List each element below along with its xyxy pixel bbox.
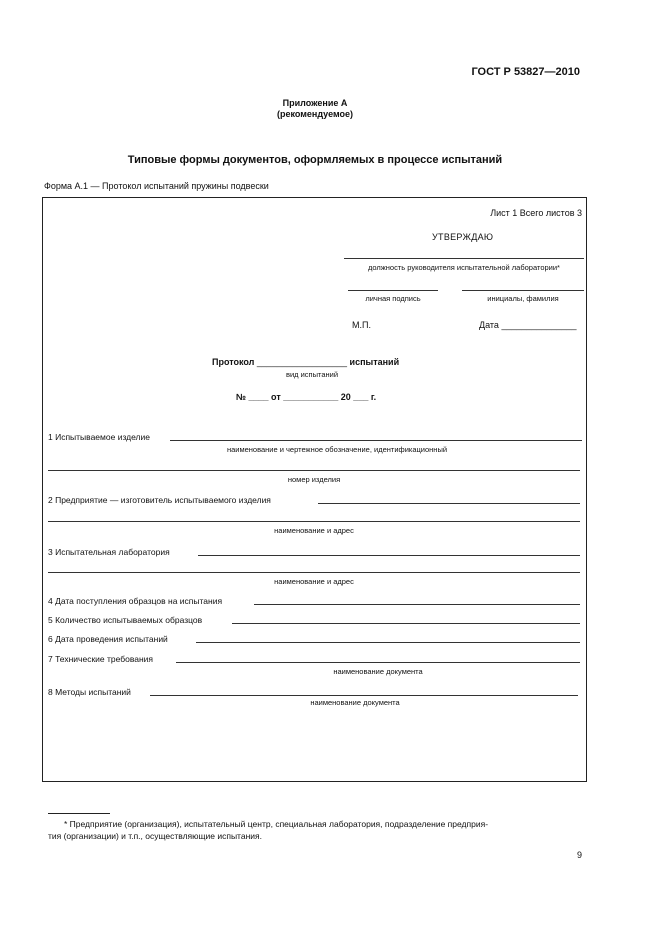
- date-label: Дата: [479, 320, 499, 330]
- protocol-label: Протокол: [212, 357, 255, 367]
- item-4-line: [254, 604, 580, 605]
- initials-caption: инициалы, фамилия: [487, 294, 559, 303]
- item-1-caption: наименование и чертежное обозначение, идентификационный: [226, 445, 448, 454]
- initials-line: [462, 290, 584, 291]
- appendix-title: Приложение А: [282, 98, 348, 108]
- item-2-label: 2 Предприятие — изготовитель испытываемого изделия: [48, 495, 271, 505]
- item-2b-caption: наименование и адрес: [274, 526, 354, 535]
- item-6-line: [196, 642, 580, 643]
- sheet-info: Лист 1 Всего листов 3: [490, 208, 582, 218]
- item-8-label: 8 Методы испытаний: [48, 687, 131, 697]
- protocol-title: [212, 357, 399, 367]
- item-5-label: 5 Количество испытываемых образцов: [48, 615, 203, 625]
- item-2b-line: [48, 521, 580, 522]
- item-7-line: [176, 662, 580, 663]
- item-1-line: [170, 440, 582, 441]
- item-2-line: [318, 503, 580, 504]
- item-3b-line: [48, 572, 580, 573]
- position-caption: должность руководителя испытательной лаборатории*: [368, 263, 560, 272]
- protocol-tail: испытаний: [349, 357, 400, 367]
- protocol-blank: __________________: [256, 357, 348, 367]
- appendix-subtitle: (рекомендуемое): [277, 109, 353, 119]
- footnote-line-1: * Предприятие (организация), испытательный центр, специальная лаборатория, подразделение предприя-: [64, 819, 489, 829]
- date-field: [479, 320, 577, 330]
- item-5-line: [232, 623, 580, 624]
- standard-number: ГОСТ Р 53827—2010: [471, 66, 580, 78]
- item-8-caption: наименование документа: [310, 698, 400, 707]
- protocol-number: № ____ от ___________ 20 ___ г.: [236, 392, 377, 402]
- item-1-label: 1 Испытываемое изделие: [48, 432, 150, 442]
- footnote-separator: [48, 813, 110, 814]
- approve-label: УТВЕРЖДАЮ: [432, 232, 494, 242]
- stamp-label: М.П.: [352, 320, 371, 330]
- position-line: [344, 258, 584, 259]
- item-3b-caption: наименование и адрес: [274, 577, 354, 586]
- signature-line: [348, 290, 438, 291]
- item-3-label: 3 Испытательная лаборатория: [48, 547, 170, 557]
- signature-caption: личная подпись: [365, 294, 421, 303]
- page-number: 9: [576, 850, 582, 860]
- protocol-caption: вид испытаний: [285, 370, 339, 379]
- item-8-line: [150, 695, 578, 696]
- item-3-line: [198, 555, 580, 556]
- footnote: [48, 818, 582, 842]
- item-1b-line: [48, 470, 580, 471]
- item-1b-caption: номер изделия: [287, 475, 341, 484]
- item-6-label: 6 Дата проведения испытаний: [48, 634, 168, 644]
- item-4-label: 4 Дата поступления образцов на испытания: [48, 596, 223, 606]
- form-caption: Форма А.1 — Протокол испытаний пружины подвески: [44, 181, 269, 191]
- section-heading: Типовые формы документов, оформляемых в процессе испытаний: [127, 154, 503, 166]
- date-blank: _______________: [501, 320, 577, 330]
- item-7-label: 7 Технические требования: [48, 654, 154, 664]
- item-7-caption: наименование документа: [333, 667, 423, 676]
- footnote-line-2: тия (организации) и т.п., осуществляющие испытания.: [48, 831, 262, 841]
